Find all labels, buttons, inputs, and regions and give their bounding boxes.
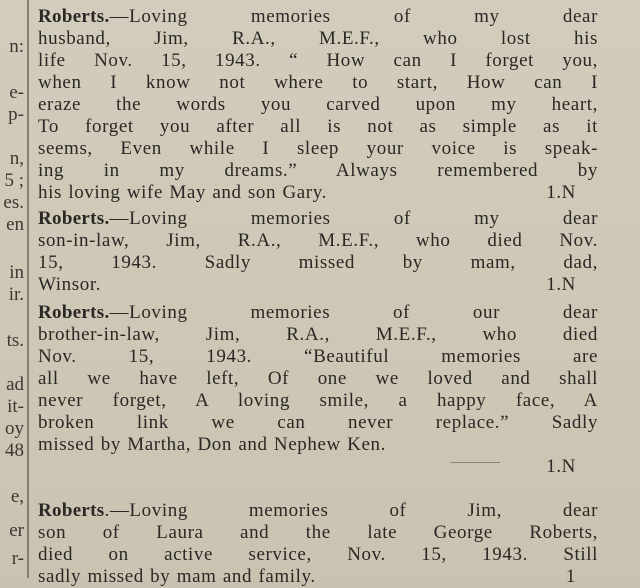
notice-text: his loving wife May and son Gary. xyxy=(38,182,327,203)
notice-line xyxy=(38,456,598,478)
notice-text: sadly missed by mam and family. xyxy=(38,566,316,587)
notice-line: son-in-law, Jim, R.A., M.E.F., who died Nov. xyxy=(38,230,598,251)
notice-signature: 1.N xyxy=(546,274,576,295)
notice-text: .—Loving memories of Jim, dear xyxy=(104,500,598,521)
notice-line: broken link we can never replace.” Sadly xyxy=(38,412,598,433)
notice-text: —Loving memories of my dear xyxy=(109,208,598,229)
left-fragment: ir. xyxy=(8,284,24,305)
notice-line xyxy=(38,302,598,324)
notice-text: —Loving memories of my dear xyxy=(109,6,598,27)
left-fragment: es. xyxy=(3,192,24,213)
memorial-notices-column xyxy=(38,6,598,588)
notice-line xyxy=(38,182,598,204)
notice-line: when I know not where to start, How can I xyxy=(38,72,598,93)
notice-line: all we have left, Of one we loved and shall xyxy=(38,368,598,389)
notice-name: Roberts. xyxy=(38,302,110,323)
left-fragment: er xyxy=(9,520,24,541)
notice-name: Roberts xyxy=(38,500,105,521)
left-fragment: it- xyxy=(7,396,24,417)
notice-line: life Nov. 15, 1943. “ How can I forget you, xyxy=(38,50,598,71)
notice-line: missed by Martha, Don and Nephew Ken. xyxy=(38,434,386,455)
left-fragment: 48 xyxy=(5,440,24,461)
left-fragment: e- xyxy=(9,82,24,103)
notice-line: eraze the words you carved upon my heart, xyxy=(38,94,598,115)
left-fragment: r- xyxy=(11,548,24,569)
notice-line: ing in my dreams.” Always remembered by xyxy=(38,160,598,181)
notice-line: died on active service, Nov. 15, 1943. Still xyxy=(38,544,598,565)
notice-line xyxy=(38,208,598,230)
notice-signature: 1.N xyxy=(546,182,576,203)
notice-line xyxy=(38,566,598,588)
left-fragment: 5 ; xyxy=(4,170,24,191)
notice-signature: 1 xyxy=(565,566,576,587)
left-fragment: p- xyxy=(8,104,24,125)
notice-line xyxy=(38,500,598,522)
left-fragment: ad xyxy=(6,374,24,395)
left-fragment: n: xyxy=(9,36,24,57)
memorial-notice xyxy=(38,208,598,296)
notice-divider xyxy=(450,462,500,463)
notice-signature: 1.N xyxy=(546,456,576,477)
left-fragment: en xyxy=(6,214,24,235)
memorial-notice xyxy=(38,6,598,204)
notice-name: Roberts. xyxy=(38,208,110,229)
notice-line xyxy=(38,6,598,28)
notice-line: To forget you after all is not as simple as it xyxy=(38,116,598,137)
left-column-fragments xyxy=(0,0,24,578)
notice-line: brother-in-law, Jim, R.A., M.E.F., who died xyxy=(38,324,598,345)
left-fragment: e, xyxy=(10,486,24,507)
memorial-notice xyxy=(38,500,598,588)
memorial-notice xyxy=(38,302,598,478)
notice-line: 15, 1943. Sadly missed by mam, dad, xyxy=(38,252,598,273)
notice-name: Roberts. xyxy=(38,6,110,27)
notice-line: seems, Even while I sleep your voice is speak- xyxy=(38,138,598,159)
left-fragment: in xyxy=(9,262,24,283)
left-fragment: oy xyxy=(5,418,24,439)
notice-line: son of Laura and the late George Roberts, xyxy=(38,522,598,543)
left-fragment: ts. xyxy=(6,330,24,351)
left-fragment: n, xyxy=(9,148,24,169)
notice-line: never forget, A loving smile, a happy face, A xyxy=(38,390,598,411)
notice-line xyxy=(38,274,598,296)
notice-line: husband, Jim, R.A., M.E.F., who lost his xyxy=(38,28,598,49)
notice-text: Winsor. xyxy=(38,274,102,295)
notice-line: Nov. 15, 1943. “Beautiful memories are xyxy=(38,346,598,367)
column-rule xyxy=(27,0,29,578)
notice-text: —Loving memories of our dear xyxy=(109,302,598,323)
